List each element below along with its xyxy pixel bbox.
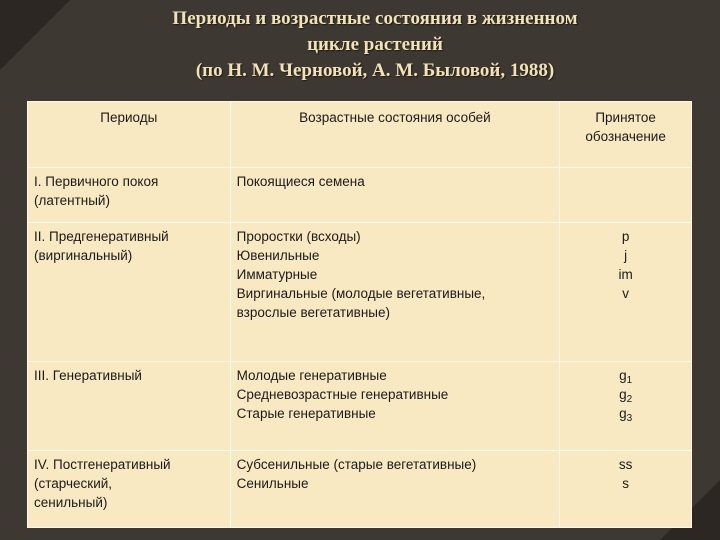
table-header-row (28, 102, 692, 168)
age-state-text: Субсенильные (старые вегетативные) (236, 457, 477, 472)
period-cell (28, 451, 231, 528)
notation-cell (560, 223, 692, 362)
age-state-text: Покоящиеся семена (236, 174, 365, 189)
header-notation-line-2: обозначение (585, 129, 666, 144)
table-row (28, 168, 692, 223)
age-state-text: Ювенильные (236, 248, 320, 263)
period-text: III. Генеративный (34, 368, 142, 383)
title-line-3: (по Н. М. Черновой, А. М. Быловой, 1988) (195, 60, 555, 81)
period-text: (виргинальный) (34, 248, 133, 263)
age-state-text: Молодые генеративные (236, 368, 387, 383)
age-state-text: Имматурные (236, 267, 318, 282)
age-state-text: Виргинальные (молодые вегетативные, (236, 286, 486, 301)
title-line-1: Периоды и возрастные состояния в жизненном (172, 8, 578, 29)
period-cell (28, 223, 231, 362)
periods-table (27, 101, 692, 528)
age-state-text: взрослые вегетативные) (236, 305, 390, 320)
corner-decoration-top-left (0, 0, 70, 70)
notation-cell (560, 362, 692, 451)
header-notation (560, 102, 692, 168)
header-age-states: Возрастные состояния особей (230, 102, 560, 168)
notation-code-base: g (619, 387, 627, 402)
age-states-cell (230, 451, 560, 528)
age-states-cell (230, 362, 560, 451)
age-states-cell (230, 168, 560, 223)
notation-code (566, 385, 685, 404)
title-line-2: цикле растений (307, 34, 443, 55)
period-cell (28, 168, 231, 223)
notation-code (566, 366, 685, 385)
header-notation-line-1: Принятое (595, 110, 656, 125)
table-row (28, 362, 692, 451)
notation-code: s (622, 476, 629, 491)
notation-code-subscript: 3 (626, 413, 633, 424)
period-text: (латентный) (34, 193, 110, 208)
period-text: (старческий, (34, 476, 113, 491)
table-row (28, 451, 692, 528)
notation-cell (560, 168, 692, 223)
notation-code: v (622, 286, 629, 301)
notation-code: ss (618, 457, 633, 472)
slide-title (70, 6, 680, 84)
period-text: II. Предгенеративный (34, 229, 169, 244)
age-state-text: Старые генеративные (236, 406, 376, 421)
notation-code: im (618, 267, 633, 282)
table-row (28, 223, 692, 362)
age-state-text: Средневозрастные генеративные (236, 387, 449, 402)
notation-code (566, 404, 685, 423)
period-cell (28, 362, 231, 451)
notation-code-subscript: 2 (626, 394, 633, 405)
period-text: I. Первичного покоя (34, 174, 159, 189)
period-text: сенильный) (34, 495, 108, 510)
age-state-text: Сенильные (236, 476, 309, 491)
age-states-cell (230, 223, 560, 362)
notation-code-subscript: 1 (626, 375, 633, 386)
header-periods: Периоды (28, 102, 231, 168)
notation-code-base: g (619, 406, 627, 421)
notation-cell (560, 451, 692, 528)
period-text: IV. Постгенеративный (34, 457, 171, 472)
age-state-text: Проростки (всходы) (236, 229, 361, 244)
notation-code: p (621, 229, 630, 244)
notation-code: j (624, 248, 628, 263)
notation-code-base: g (619, 368, 627, 383)
